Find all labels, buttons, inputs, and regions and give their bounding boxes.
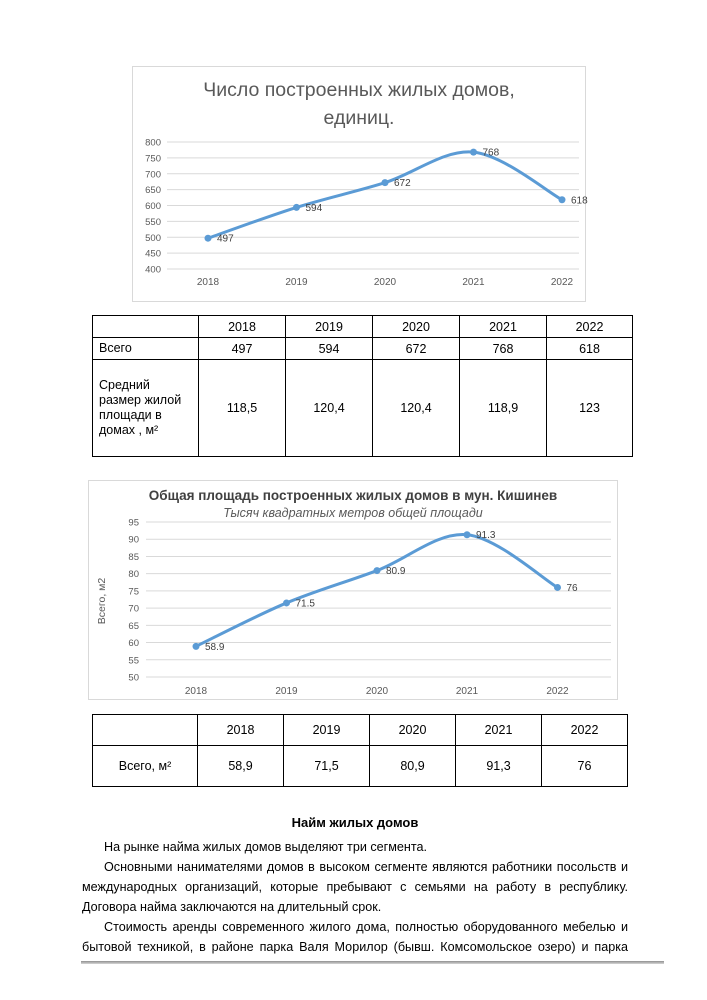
section-heading: Найм жилых домов	[291, 815, 419, 830]
y-tick-label: 600	[145, 201, 161, 212]
y-tick-label: 60	[128, 638, 139, 650]
y-tick-label: 80	[128, 569, 139, 581]
data-point-marker	[293, 204, 300, 211]
data-point-marker	[464, 531, 471, 538]
data-point-label: 497	[217, 233, 234, 245]
data-point-label: 768	[482, 147, 500, 159]
y-tick-label: 50	[128, 672, 139, 684]
table-cell: 118,5	[199, 360, 286, 457]
table-header-cell: 2022	[547, 316, 633, 338]
chart2-title: Общая площадь построенных жилых домов в мун. Кишинев	[148, 488, 558, 503]
table-cell: 497	[199, 338, 286, 360]
table-cell: 120,4	[286, 360, 373, 457]
y-tick-label: 70	[128, 603, 139, 615]
row-label: Всего	[93, 338, 199, 360]
data-point-marker	[554, 584, 561, 591]
chart-built-houses	[132, 66, 586, 302]
table-cell: 71,5	[284, 746, 370, 787]
table-header-cell: 2018	[198, 715, 284, 746]
x-tick-label: 2019	[285, 277, 308, 288]
chart2-subtitle: Тысяч квадратных метров общей площади	[223, 506, 483, 520]
table-cell: 58,9	[198, 746, 284, 787]
y-tick-label: 85	[128, 551, 139, 563]
total-area-line-chart	[89, 517, 619, 701]
y-tick-label: 90	[128, 534, 139, 546]
data-point-label: 76	[566, 582, 578, 594]
x-tick-label: 2022	[546, 686, 569, 697]
data-point-label: 80.9	[386, 566, 406, 578]
y-tick-label: 750	[145, 153, 161, 165]
table-header-cell: 2018	[199, 316, 286, 338]
footer-divider	[81, 961, 664, 964]
data-point-label: 71.5	[295, 598, 315, 610]
x-tick-label: 2021	[455, 686, 479, 697]
chart-total-area	[88, 480, 618, 700]
data-point-label: 672	[394, 178, 411, 190]
table-header-cell: 2021	[460, 316, 547, 338]
chart-line	[208, 152, 562, 238]
chart2-y-axis-label: Всего, м2	[96, 577, 108, 625]
x-tick-label: 2018	[196, 277, 220, 288]
table-header-cell: 2020	[373, 316, 460, 338]
table-cell: 618	[547, 338, 633, 360]
paragraph: На рынке найма жилых домов выделяют три сегмента.	[104, 840, 428, 854]
table-header-cell: 2022	[542, 715, 628, 746]
data-point-label: 594	[305, 202, 323, 214]
x-tick-label: 2018	[184, 686, 208, 697]
data-point-marker	[559, 196, 566, 203]
table-header-cell	[93, 715, 198, 746]
x-tick-label: 2020	[373, 277, 397, 288]
y-tick-label: 450	[145, 248, 161, 260]
paragraph: Основными нанимателями домов в высоком сегменте являются работники посольств и международных организаций, которые пребывают с семьями на работу в республику. Договора найма заключаются на длительный срок.	[82, 860, 628, 914]
table-row	[93, 338, 633, 360]
y-tick-label: 650	[145, 185, 161, 197]
data-point-marker	[374, 567, 381, 574]
y-tick-label: 75	[128, 586, 139, 598]
x-tick-label: 2019	[275, 686, 298, 697]
x-tick-label: 2021	[462, 277, 485, 288]
table-cell: 123	[547, 360, 633, 457]
data-point-marker	[283, 599, 290, 606]
table-header-row	[93, 715, 628, 746]
data-point-marker	[470, 149, 477, 156]
table-row	[93, 360, 633, 457]
table-cell: 118,9	[460, 360, 547, 457]
x-tick-label: 2020	[365, 686, 389, 697]
table-cell: 768	[460, 338, 547, 360]
y-tick-label: 700	[145, 169, 161, 181]
y-tick-label: 500	[145, 232, 161, 244]
body-text	[82, 837, 628, 957]
table-header-cell: 2020	[370, 715, 456, 746]
data-point-marker	[205, 235, 212, 242]
table-cell: 120,4	[373, 360, 460, 457]
houses-stats-table	[92, 315, 633, 457]
data-point-label: 618	[571, 195, 588, 207]
table-header-row	[93, 316, 633, 338]
table-header-cell: 2019	[286, 316, 373, 338]
data-point-label: 58.9	[205, 641, 225, 653]
area-stats-table	[92, 714, 628, 787]
table-header-cell: 2019	[284, 715, 370, 746]
row-label: Средний размер жилой площади в домах , м²	[93, 360, 199, 457]
y-tick-label: 95	[128, 517, 139, 529]
paragraph: Стоимость аренды современного жилого дома, полностью оборудованного мебелью и бытовой техникой, в районе парка Валя Морилор (бывш. Комсомольское озеро) и парка	[82, 920, 628, 954]
y-tick-label: 800	[145, 137, 161, 149]
y-tick-label: 550	[145, 216, 161, 228]
x-tick-label: 2022	[550, 277, 574, 288]
y-tick-label: 55	[128, 655, 139, 667]
table-header-cell	[93, 316, 199, 338]
data-point-marker	[382, 179, 389, 186]
row-label: Всего, м²	[93, 746, 198, 787]
built-houses-line-chart	[133, 137, 587, 303]
table-cell: 594	[286, 338, 373, 360]
table-cell: 91,3	[456, 746, 542, 787]
table-cell: 80,9	[370, 746, 456, 787]
chart1-title-line2: единиц.	[323, 107, 395, 129]
data-point-label: 91.3	[476, 530, 496, 542]
table-cell: 76	[542, 746, 628, 787]
y-tick-label: 65	[128, 620, 139, 632]
data-point-marker	[193, 643, 200, 650]
table-header-cell: 2021	[456, 715, 542, 746]
chart1-title-line1: Число построенных жилых домов,	[203, 79, 515, 101]
table-row	[93, 746, 628, 787]
table-cell: 672	[373, 338, 460, 360]
chart1-title	[133, 76, 585, 132]
y-tick-label: 400	[145, 264, 161, 276]
